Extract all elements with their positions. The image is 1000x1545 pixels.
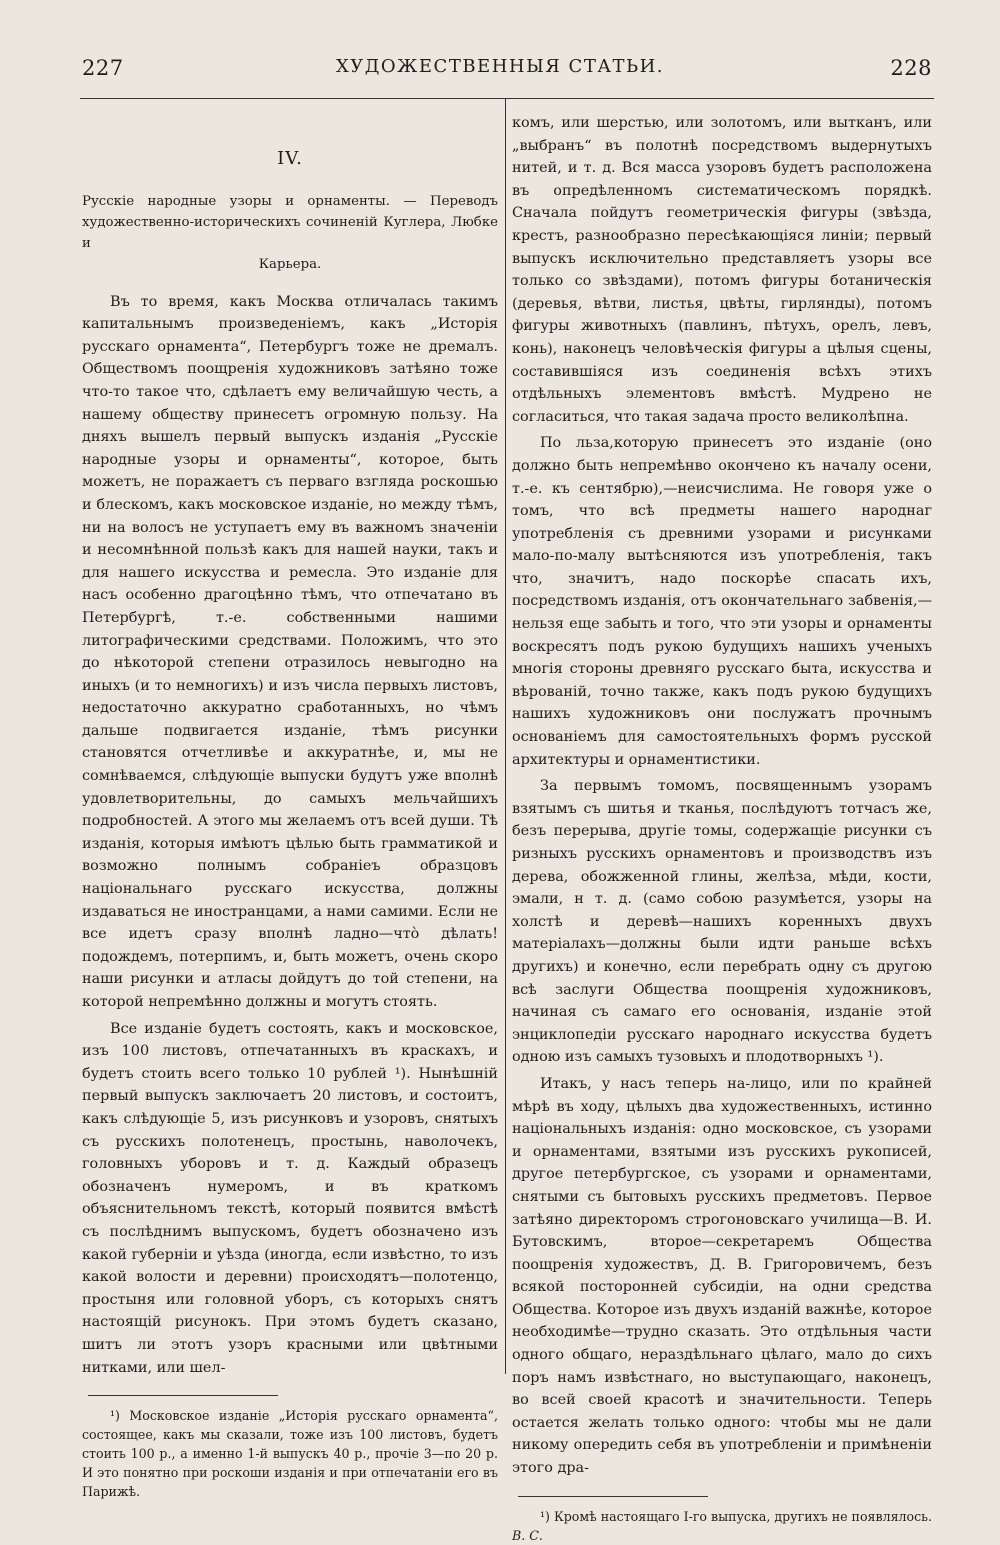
header-rule [80, 98, 934, 99]
paragraph: Въ то время, какъ Москва отличалась такимъ капитальнымъ произведеніемъ, какъ „Исторія русскаго орнамента“, Петербургъ тоже не дремалъ. Обществомъ поощренія художниковъ затѣяно тоже что-то такое что, сдѣлаетъ ему величайшую честь, а нашему обществу принесетъ огромную пользу. На дняхъ вышелъ первый выпускъ изданія „Русскіе народные узоры и орнаменты“, которое, быть можетъ, не поражаетъ съ перваго взгляда роскошью и блескомъ, какъ московское изданіе, но между тѣмъ, ни на волосъ не уступаетъ ему въ важномъ значеніи и несомнѣнной пользѣ какъ для нашей науки, такъ и для нашего искусства и ремесла. Это изданіе для насъ особенно драгоцѣнно тѣмъ, что отпечатано въ Петербургѣ, т.-е. собственными нашими литографическими средствами. Положимъ, что это до нѣкоторой степени отразилось невыгодно на иныхъ (и то немногихъ) и изъ числа первыхъ листовъ, недостаточно аккуратно сработанныхъ, но чѣмъ дальше подвигается изданіе, тѣмъ рисунки становятся отчетливѣе и аккуратнѣе, и, мы не сомнѣваемся, слѣдующіе выпуски будутъ уже вполнѣ удовлетворительны, до самыхъ мельчайшихъ подробностей. А этого мы желаемъ отъ всей души. Тѣ изданія, которыя имѣютъ цѣлью быть грамматикой и возможно полнымъ собраніеъ образцовъ національнаго русскаго искусства, должны издаваться не иностранцами, а нами самими. Если не все идетъ сразу вполнѣ ладно—чтò дѣлать! подождемъ, потерпимъ, и, быть можетъ, очень скоро наши рисунки и атласы дойдутъ до той степени, на которой непремѣнно должны и могутъ стоять. [82, 293, 498, 1010]
footnote: ¹) Московское изданіе „Исторія русскаго орнамента“, состоящее, какъ мы сказали, тоже изъ 100 листовъ, будетъ стоить 100 р., а именно 1-й выпускъ 40 р., прочіе 3—по 20 р. И это понятно при роскоши изданія и при отпечатаніи его въ Парижѣ. [82, 1408, 498, 1500]
running-title: ХУДОЖЕСТВЕННЫЯ СТАТЬИ. [335, 56, 665, 77]
paragraph: Все изданіе будетъ состоять, какъ и московское, изъ 100 листовъ, отпечатанныхъ въ краскахъ, и будетъ стоить всего только 10 рублей ¹). Нынѣшній первый выпускъ заключаетъ 20 листовъ, и состоитъ, какъ слѣдующіе 5, изъ рисунковъ и узоровъ, снятыхъ съ русскихъ полотенецъ, простынь, наволочекъ, головныхъ уборовъ и т. д. Каждый образецъ обозначенъ нумеромъ, и въ краткомъ объяснительномъ текстѣ, который появится вмѣстѣ съ послѣднимъ выпускомъ, будетъ обозначено изъ какой губерніи и уѣзда (иногда, если извѣстно, то изъ какой волости и деревни) происходятъ—полотенцо, простыня или головной уборъ, съ которыхъ снятъ настоящій рисунокъ. При этомъ будетъ сказано, шитъ ли этотъ узоръ красными или цвѣтными нитками, или шел- [82, 1020, 498, 1376]
paragraph: комъ, или шерстью, или золотомъ, или вытканъ, или „выбранъ“ въ полотнѣ посредствомъ выдернутыхъ нитей, и т. д. Вся масса узоровъ будетъ расположена въ опредѣленномъ систематическомъ порядкѣ. Сначала пойдутъ геометрическія фигуры (звѣзда, крестъ, разнообразно пересѣкающіяся линіи; первый выпускъ исключительно представляетъ узоры все только со звѣздами), потомъ фигуры ботаническія (деревья, вѣтви, листья, цвѣты, гирлянды), потомъ фигуры животныхъ (павлинъ, пѣтухъ, орелъ, левъ, конь), наконецъ человѣческія фигуры а цѣлыя сцены, составившіяся изъ соединенія всѣхъ этихъ отдѣльныхъ элементовъ вмѣстѣ. Мудрено не согласиться, что такая задача просто великолѣпна. [512, 115, 932, 425]
footnote-rule [518, 1496, 708, 1497]
right-column [512, 112, 932, 1545]
section-summary-main: Русскіе народные узоры и орнаменты. — Переводъ художественно-историческихъ сочиненій Куглера, Любке и [82, 193, 498, 251]
left-column [82, 108, 498, 1501]
page-number-right: 228 [890, 56, 932, 80]
paragraph: По льза,которую принесетъ это изданіе (оно должно быть непремѣнво окончено къ началу осени, т.-е. къ сентябрю),—неисчислима. Не говоря уже о томъ, что всѣ предметы нашего народнаг употребленія съ древними узорами и рисунками мало-по-малу вытѣсняются изъ употребленія, такъ что, значитъ, надо поскорѣе спасать ихъ, посредствомъ изданія, отъ окончательнаго забвенія,—нельзя еще забыть и того, что эти узоры и орнаменты воскресятъ подъ рукою будущихъ нашихъ ученыхъ многія стороны древняго русскаго быта, искусства и вѣрованій, точно также, какъ подъ рукою будущихъ нашихъ художниковъ они послужатъ прочнымъ основаніемъ для самостоятельныхъ формъ русской архитектуры и орнаментистики. [512, 435, 932, 768]
section-number: IV. [277, 148, 303, 169]
footnote [512, 1507, 932, 1545]
footnote-rule [88, 1395, 278, 1396]
paragraph: За первымъ томомъ, посвященнымъ узорамъ взятымъ съ шитья и тканья, послѣдуютъ тотчасъ же, безъ перерыва, другіе томы, содержащіе рисунки съ ризныхъ русскихъ орнаментовъ и производствъ изъ дерева, обожженной глины, желѣза, мѣди, кости, эмали, н т. д. (само собою разумѣется, узоры на холстѣ и деревѣ—нашихъ коренныхъ двухъ матеріалахъ—должны были идти раньше всѣхъ другихъ) и конечно, если перебрать одну съ другою всѣ заслуги Общества поощренія художниковъ, начиная съ самаго его основанія, изданіе этой энциклопедіи русскаго народнаго искусства будетъ одною изъ самыхъ тузовыхъ и плодотворныхъ ¹). [512, 778, 932, 1066]
paragraph: Итакъ, у насъ теперь на-лицо, или по крайней мѣрѣ въ ходу, цѣлыхъ два художественныхъ, истинно національныхъ изданія: одно московское, съ узорами и орнаментами, взятыми изъ русскихъ рукописей, другое петербургское, съ узорами и орнаментами, снятыми съ бытовыхъ русскихъ предметовъ. Первое затѣяно директоромъ строгоновскаго училища—В. И. Бутовскимъ, второе—секретаремъ Общества поощренія художествъ, Д. В. Григоровичемъ, безъ всякой посторонней субсидіи, на одни средства Общества. Которое изъ двухъ изданій важнѣе, которое необходимѣе—трудно сказать. Это отдѣльныя части одного общаго, нераздѣльнаго цѣлаго, мало до сихъ поръ намъ извѣстнаго, но выступающаго, наконецъ, во всей своей красотѣ и значительности. Теперь остается желать только одного: чтобы мы не дали никому опередить себя въ употребленіи и примѣненіи этого дра- [512, 1075, 932, 1477]
column-divider [505, 99, 506, 1374]
footnote-signature: В. С. [512, 1527, 543, 1543]
footnote-text: ¹) Кромѣ настоящаго I-го выпуска, другихъ не появлялось. [540, 1508, 933, 1524]
section-summary-tail: Карьера. [258, 256, 322, 272]
page-number-left: 227 [82, 56, 124, 80]
section-summary [82, 191, 498, 275]
